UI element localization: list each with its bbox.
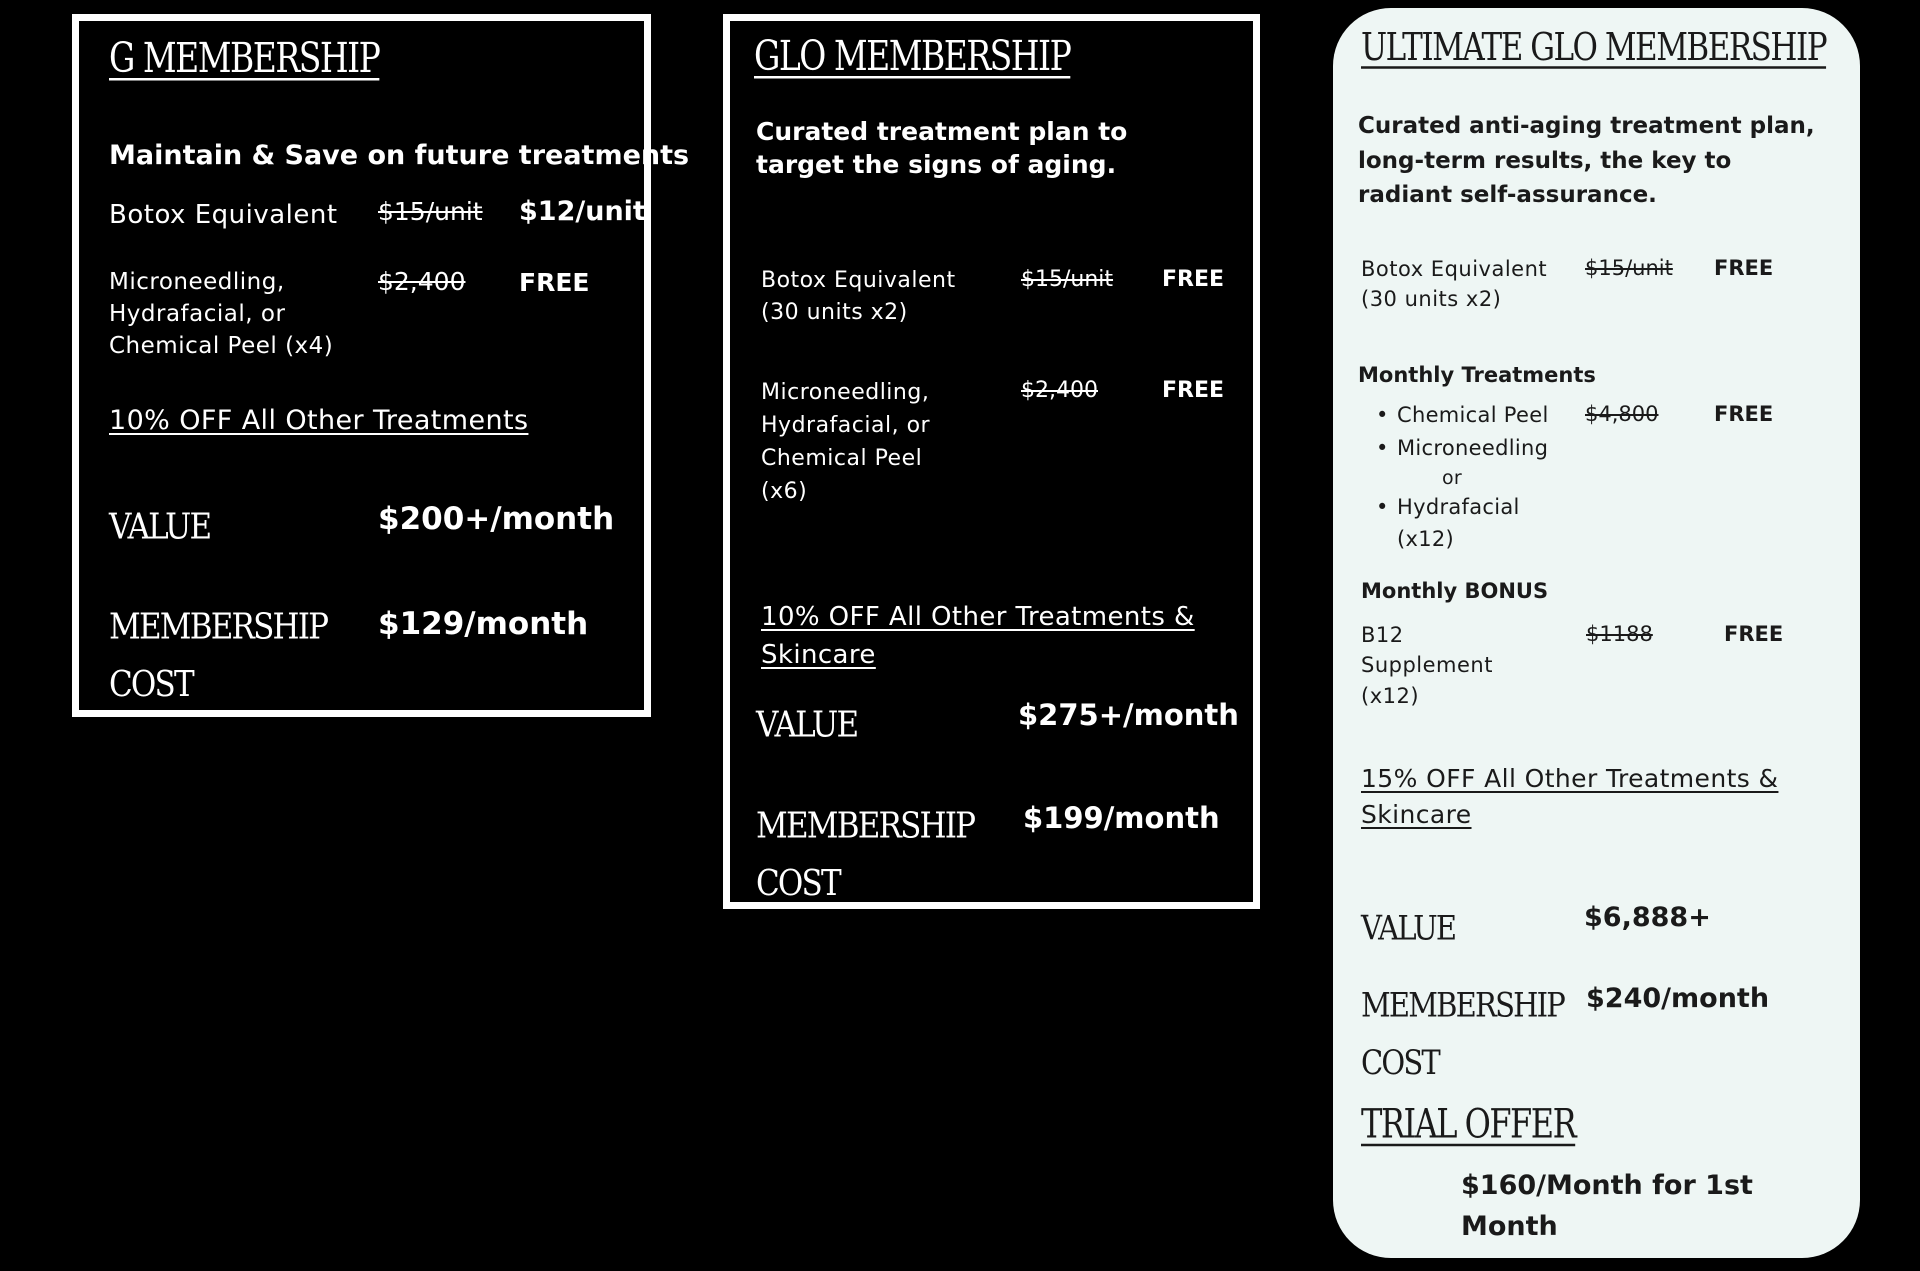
glo-item-botox-new-price: FREE — [1162, 267, 1225, 292]
trial-offer-price: $160/Month for 1st Month — [1461, 1170, 1753, 1242]
glo-item-botox-old-price: $15/unit — [1021, 267, 1114, 292]
g-membership-title: G MEMBERSHIP — [109, 33, 380, 82]
g-item-botox-name: Botox Equivalent — [109, 200, 338, 230]
monthly-treatment-option: • Microneedling — [1376, 434, 1549, 463]
glo-membership-value: $275+/month — [1018, 698, 1239, 732]
monthly-treatment-option: • Chemical Peel — [1376, 401, 1549, 430]
trial-offer-label: TRIAL OFFER — [1361, 1100, 1576, 1148]
glo-membership-tagline: Curated treatment plan to target the signs of aging. — [756, 117, 1128, 179]
monthly-bonus-old-price: $1188 — [1586, 622, 1653, 646]
g-item-microneedling-old-price: $2,400 — [378, 267, 466, 296]
monthly-treatments-heading: Monthly Treatments — [1358, 363, 1596, 387]
glo-item-botox-name: Botox Equivalent (30 units x2) — [761, 268, 956, 325]
monthly-treatments-new-price: FREE — [1714, 402, 1774, 426]
monthly-treatments-list — [1376, 401, 1549, 555]
g-item-botox-old-price: $15/unit — [378, 197, 483, 226]
g-item-microneedling-new-price: FREE — [519, 268, 590, 297]
glo-item-microneedling-name: Microneedling, Hydrafacial, or Chemical Peel (x6) — [761, 380, 931, 504]
glo-membership-discount[interactable]: 10% OFF All Other Treatments & Skincare — [761, 602, 1195, 670]
g-membership-value-label: VALUE — [109, 506, 211, 548]
g-item-botox-new-price: $12/unit — [519, 196, 646, 227]
monthly-bonus-heading: Monthly BONUS — [1361, 579, 1549, 603]
monthly-treatment-option: • Hydrafacial (x12) — [1376, 492, 1537, 555]
ultimate-membership-cost: $240/month — [1586, 983, 1770, 1014]
ultimate-botox-new-price: FREE — [1714, 256, 1774, 280]
g-membership-cost: $129/month — [378, 606, 589, 642]
glo-membership-card — [723, 14, 1260, 909]
g-membership-card — [72, 14, 690, 717]
glo-membership-title: GLO MEMBERSHIP — [754, 31, 1071, 80]
g-membership-cost-label: MEMBERSHIP COST — [109, 606, 328, 705]
glo-membership-cost: $199/month — [1023, 801, 1220, 835]
ultimate-membership-value-label: VALUE — [1361, 908, 1456, 948]
glo-item-microneedling-old-price: $2,400 — [1021, 378, 1098, 403]
glo-membership-cost-label: MEMBERSHIP COST — [756, 805, 975, 904]
glo-item-microneedling-new-price: FREE — [1162, 378, 1225, 403]
glo-membership-value-label: VALUE — [756, 704, 858, 746]
ultimate-botox-name: Botox Equivalent (30 units x2) — [1361, 257, 1548, 312]
g-membership-value: $200+/month — [378, 501, 615, 537]
ultimate-membership-value: $6,888+ — [1584, 902, 1711, 933]
ultimate-membership-discount[interactable]: 15% OFF All Other Treatments & Skincare — [1361, 764, 1779, 830]
g-membership-tagline: Maintain & Save on future treatments — [109, 140, 690, 171]
monthly-bonus-name: B12 Supplement (x12) — [1361, 623, 1493, 708]
monthly-bonus-new-price: FREE — [1724, 622, 1784, 646]
ultimate-botox-old-price: $15/unit — [1585, 256, 1673, 280]
monthly-treatments-or: or — [1442, 466, 1463, 489]
ultimate-membership-tagline: Curated anti-aging treatment plan, long-term results, the key to radiant self-assurance. — [1358, 113, 1815, 208]
g-membership-discount[interactable]: 10% OFF All Other Treatments — [109, 405, 529, 436]
monthly-treatments-old-price: $4,800 — [1585, 402, 1659, 426]
ultimate-membership-card — [1333, 8, 1860, 1258]
ultimate-membership-cost-label: MEMBERSHIP COST — [1361, 985, 1564, 1082]
g-item-microneedling-name: Microneedling, Hydrafacial, or Chemical Peel (x4) — [109, 269, 334, 360]
ultimate-membership-title: ULTIMATE GLO MEMBERSHIP — [1361, 25, 1827, 70]
